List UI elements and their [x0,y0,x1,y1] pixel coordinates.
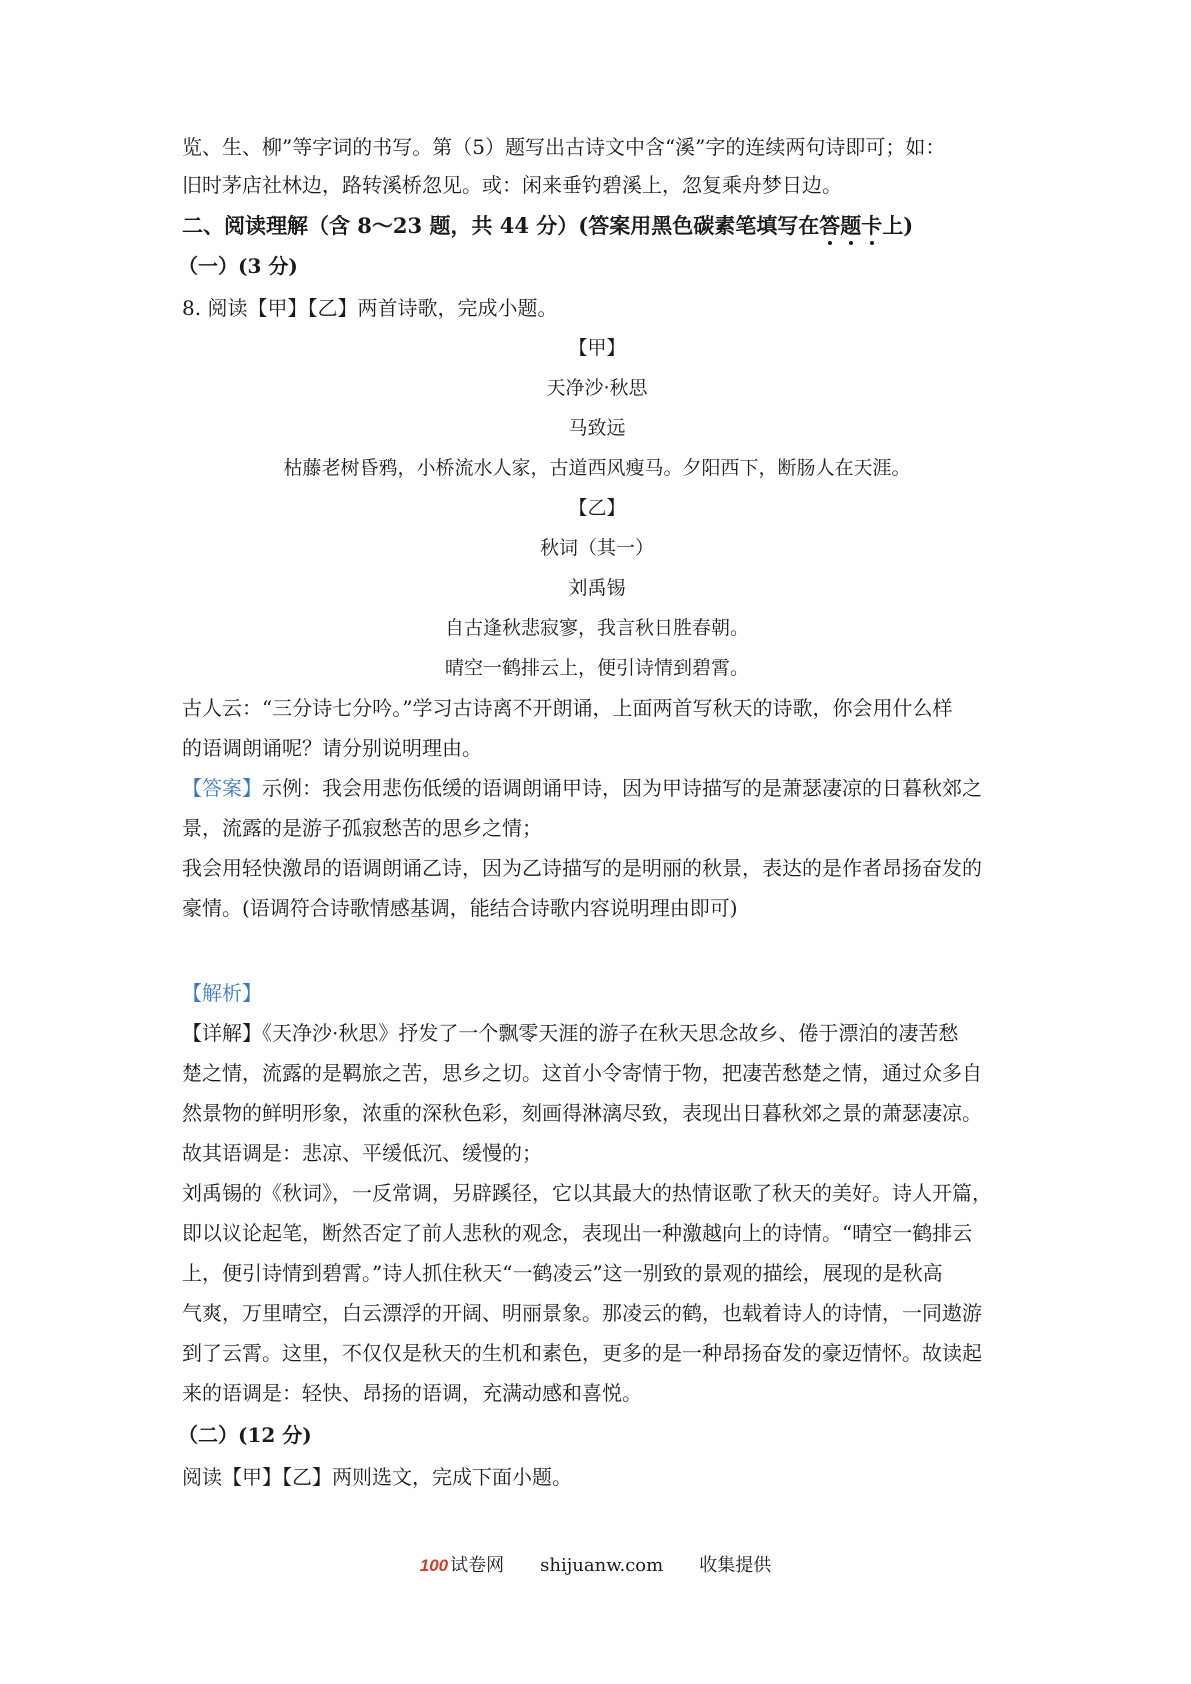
analysis-text: 到了云霄。这里，不仅仅是秋天的生机和素色，更多的是一种昂扬奋发的豪迈情怀。故读起 [182,1341,982,1365]
poem-author: 马致远 [568,417,626,439]
part-intro: 阅读【甲】【乙】两则选文，完成下面小题。 [182,1465,572,1489]
analysis-text: 即以议论起笔，断然否定了前人悲秋的观念，表现出一种激越向上的诗情。“晴空一鹤排云 [182,1221,973,1245]
analysis-text: 上，便引诗情到碧霄。”诗人抓住秋天“一鹤凌云”这一别致的景观的描绘，展现的是秋高 [182,1261,943,1285]
question-stem: 8. 阅读【甲】【乙】两首诗歌，完成小题。 [182,296,558,320]
answer-text: 景，流露的是游子孤寂愁苦的思乡之情； [182,816,542,840]
analysis-text: 故其语调是：悲凉、平缓低沉、缓慢的； [182,1141,542,1165]
analysis-text: 刘禹锡的《秋词》，一反常调，另辟蹊径，它以其最大的热情讴歌了秋天的美好。诗人开篇， [182,1181,992,1205]
poem-text: 枯藤老树昏鸦，小桥流水人家，古道西风瘦马。夕阳西下，断肠人在天涯。 [283,457,911,479]
page-footer [0,1553,1191,1579]
poem-tag: 【甲】 [568,337,626,359]
section-heading [182,211,1022,241]
poem-text: 自古逢秋悲寂寥，我言秋日胜春朝。 [444,617,749,639]
question-text: 古人云：“三分诗七分吟。”学习古诗离不开朗诵，上面两首写秋天的诗歌，你会用什么样 [182,696,953,720]
poem-author: 刘禹锡 [568,577,626,599]
site-name: 试卷网 [450,1555,505,1576]
question-text: 的语调朗诵呢？请分别说明理由。 [182,736,482,760]
answer-tag: 【答案】 [182,776,262,800]
emphasis-dot-char: 题 [840,211,861,241]
section-heading-tail: 上) [882,213,914,238]
part-heading: （二）(12 分) [178,1423,312,1447]
analysis-text: 然景物的鲜明形象，浓重的深秋色彩，刻画得淋漓尽致，表现出日暮秋郊之景的萧瑟凄凉。 [182,1101,982,1125]
answer-text: 我会用轻快激昂的语调朗诵乙诗，因为乙诗描写的是明丽的秋景，表达的是作者昂扬奋发的 [182,856,982,880]
answer-text: 示例：我会用悲伤低缓的语调朗诵甲诗，因为甲诗描写的是萧瑟凄凉的日暮秋郊之 [262,776,982,800]
analysis-text: 楚之情，流露的是羁旅之苦，思乡之切。这首小令寄情于物，把凄苦愁楚之情，通过众多自 [182,1061,982,1085]
answer-text: 豪情。(语调符合诗歌情感基调，能结合诗歌内容说明理由即可) [182,896,738,920]
section-heading-text: 二、阅读理解（含 8～23 题，共 44 分）(答案用黑色碳素笔填写在 [182,213,820,238]
answer-line [182,773,1022,803]
text-line: 旧时茅店社林边，路转溪桥忽见。或：闲来垂钓碧溪上，忽复乘舟梦日边。 [182,173,842,197]
site-logo: 100 [419,1556,449,1575]
poem-title: 秋词（其一） [539,537,654,559]
footer-note: 收集提供 [699,1555,772,1576]
analysis-text: 来的语调是：轻快、昂扬的语调，充满动感和喜悦。 [182,1381,642,1405]
poem-title: 天净沙·秋思 [546,377,648,399]
poem-text: 晴空一鹤排云上，便引诗情到碧霄。 [444,657,749,679]
emphasis-dot-char: 卡 [861,211,882,241]
part-heading: （一）(3 分) [178,254,298,278]
site-domain: shijuanw.com [540,1555,664,1576]
analysis-text: 气爽，万里晴空，白云漂浮的开阔、明丽景象。那凌云的鹤，也载着诗人的诗情，一同遨游 [182,1301,982,1325]
analysis-tag: 【解析】 [182,981,262,1005]
analysis-text: 【详解】《天净沙·秋思》抒发了一个飘零天涯的游子在秋天思念故乡、倦于漂泊的凄苦愁 [182,1021,959,1045]
text-line: 览、生、柳”等字词的书写。第（5）题写出古诗文中含“溪”字的连续两句诗即可；如： [182,135,946,159]
poem-tag: 【乙】 [568,497,626,519]
emphasis-dot-char: 答 [819,211,840,241]
